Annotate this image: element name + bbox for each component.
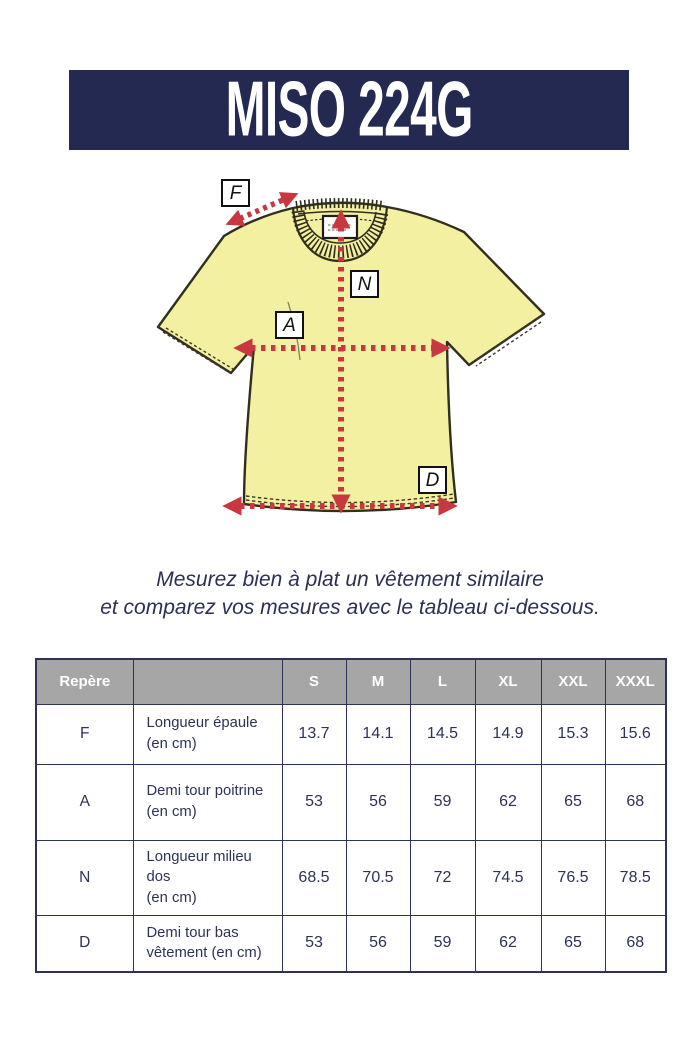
table-header-row	[36, 659, 666, 704]
row-n-code: N	[36, 840, 133, 915]
svg-text:F: F	[229, 183, 242, 204]
instruction-line-1: Mesurez bien à plat un vêtement similaire	[156, 568, 544, 591]
row-f-val-xxxl: 15.6	[605, 704, 666, 764]
row-f-val-xxl: 15.3	[541, 704, 605, 764]
svg-text:A: A	[283, 315, 296, 336]
instruction-line-2: et comparez vos mesures avec le tableau ci-dessous.	[100, 596, 600, 619]
row-a-val-xxxl: 68	[605, 764, 666, 840]
row-f-label: Longueur épaule (en cm)	[133, 704, 282, 764]
row-n-val-m: 70.5	[346, 840, 410, 915]
header-size-xxxl: XXXL	[605, 659, 666, 704]
row-a-val-l: 59	[410, 764, 475, 840]
row-d-val-m: 56	[346, 915, 410, 972]
row-d-val-xxl: 65	[541, 915, 605, 972]
row-n-val-xxl: 76.5	[541, 840, 605, 915]
header-size-xxl: XXL	[541, 659, 605, 704]
header-blank	[133, 659, 282, 704]
size-chart-table	[35, 658, 667, 973]
header-size-m: M	[346, 659, 410, 704]
table-row-a	[36, 764, 666, 840]
tshirt-measurement-diagram	[140, 170, 560, 540]
row-n-val-xl: 74.5	[475, 840, 541, 915]
row-f-val-m: 14.1	[346, 704, 410, 764]
row-n-val-s: 68.5	[282, 840, 346, 915]
row-a-val-m: 56	[346, 764, 410, 840]
row-f-val-xl: 14.9	[475, 704, 541, 764]
row-a-val-s: 53	[282, 764, 346, 840]
row-d-label: Demi tour bas vêtement (en cm)	[133, 915, 282, 972]
row-n-val-xxxl: 78.5	[605, 840, 666, 915]
table-row-f	[36, 704, 666, 764]
row-d-val-l: 59	[410, 915, 475, 972]
measure-instruction	[0, 566, 700, 622]
svg-text:N: N	[357, 274, 372, 295]
row-f-val-s: 13.7	[282, 704, 346, 764]
header-size-xl: XL	[475, 659, 541, 704]
header-repere: Repère	[36, 659, 133, 704]
row-d-code: D	[36, 915, 133, 972]
marker-n	[351, 271, 378, 297]
row-a-label: Demi tour poitrine (en cm)	[133, 764, 282, 840]
marker-f	[222, 180, 249, 206]
table-row-n	[36, 840, 666, 915]
product-title: MISO 224G	[225, 66, 473, 153]
row-a-val-xl: 62	[475, 764, 541, 840]
row-d-val-xl: 62	[475, 915, 541, 972]
row-a-code: A	[36, 764, 133, 840]
table-row-d	[36, 915, 666, 972]
marker-a	[276, 312, 303, 338]
row-f-val-l: 14.5	[410, 704, 475, 764]
row-f-code: F	[36, 704, 133, 764]
row-d-val-xxxl: 68	[605, 915, 666, 972]
header-size-l: L	[410, 659, 475, 704]
row-a-val-xxl: 65	[541, 764, 605, 840]
svg-text:D: D	[425, 470, 440, 491]
row-d-val-s: 53	[282, 915, 346, 972]
marker-d	[419, 467, 446, 493]
tshirt-illustration	[158, 203, 544, 511]
product-banner	[69, 66, 629, 153]
row-n-label: Longueur milieu dos (en cm)	[133, 840, 282, 915]
header-size-s: S	[282, 659, 346, 704]
row-n-val-l: 72	[410, 840, 475, 915]
